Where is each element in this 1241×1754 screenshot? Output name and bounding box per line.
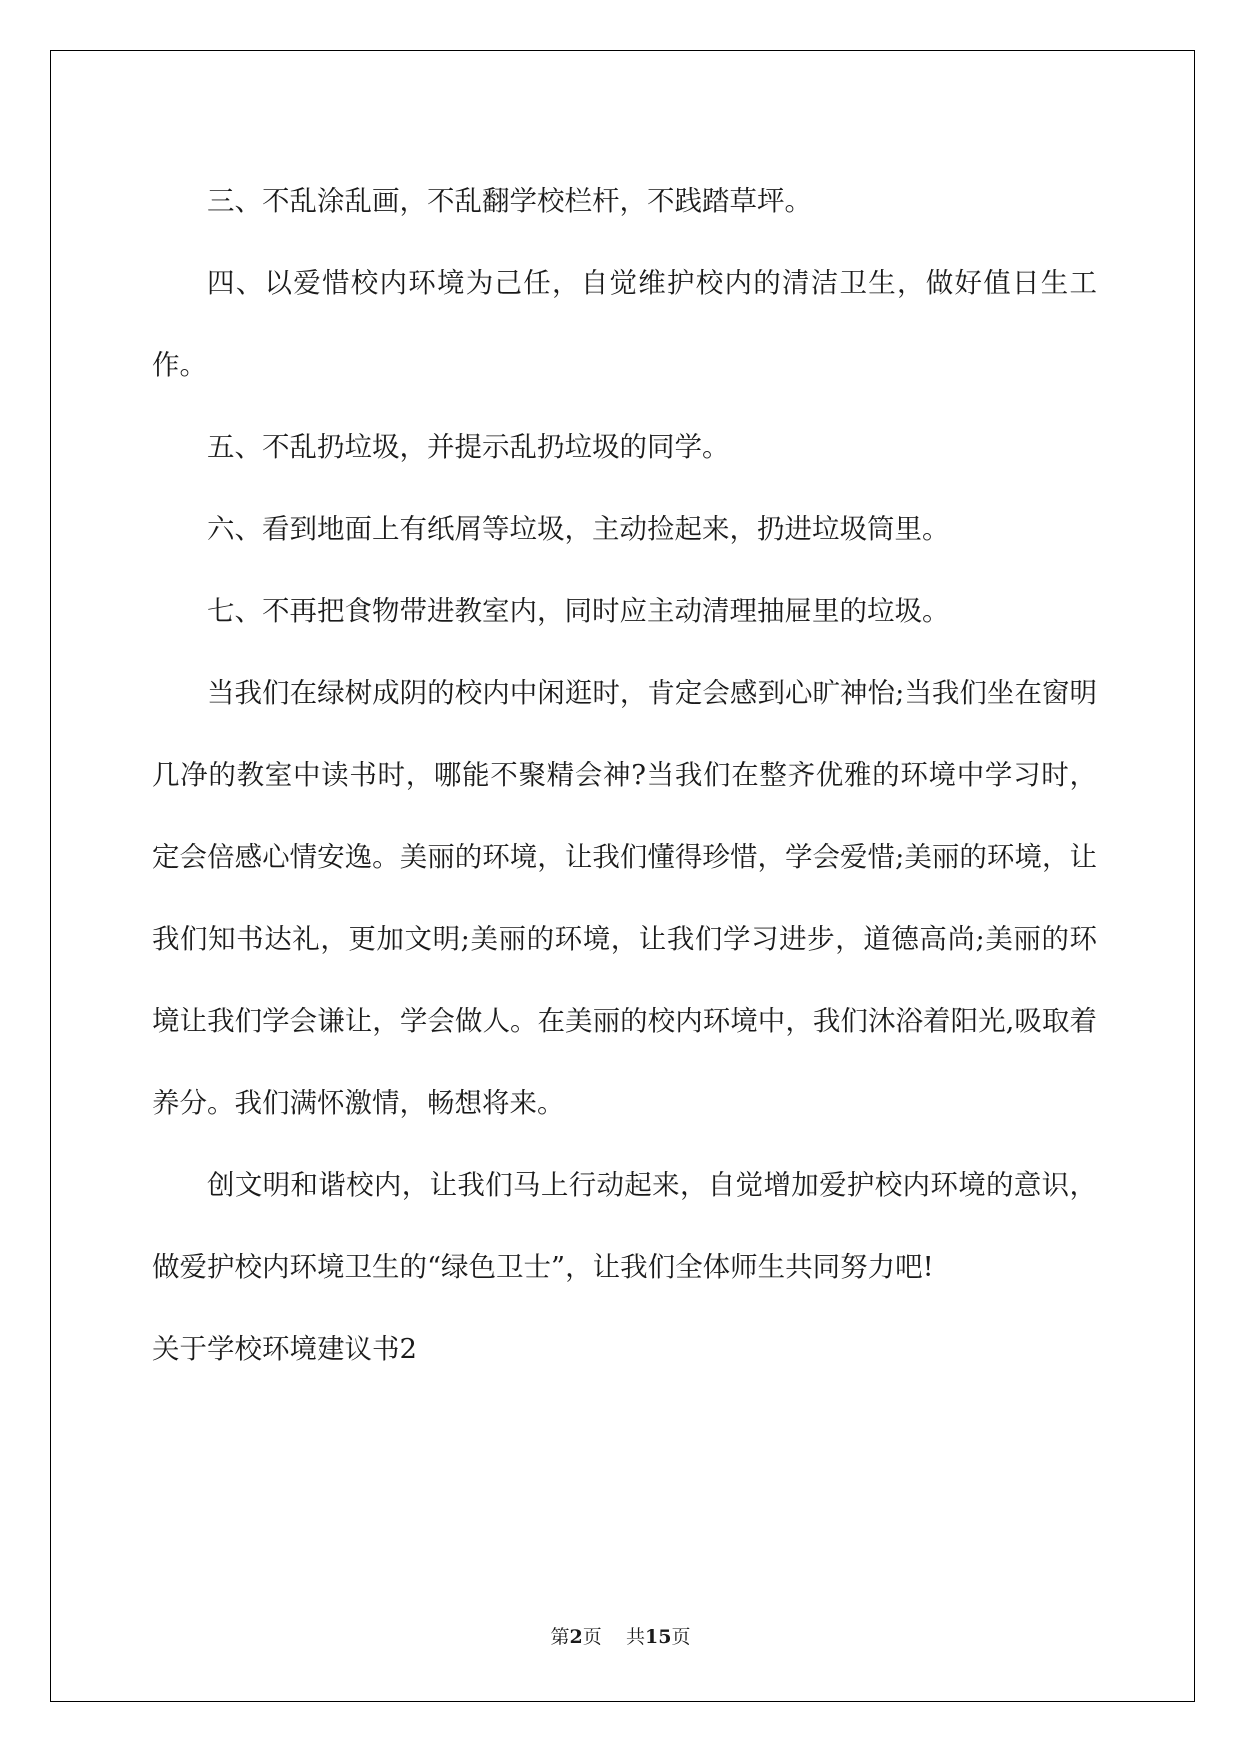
paragraph-rule-7: 七、不再把食物带进教室内，同时应主动清理抽屉里的垃圾。 [207, 595, 950, 627]
footer-total-suffix: 页 [671, 1626, 691, 1648]
paragraph-call-to-action: 创文明和谐校内，让我们马上行动起来，自觉增加爱护校内环境的意识，做爱护校内环境卫生的“绿色卫士”，让我们全体师生共同努力吧! [152, 1169, 1097, 1283]
footer-page-suffix: 页 [582, 1626, 602, 1648]
paragraph-rule-5: 五、不乱扔垃圾，并提示乱扔垃圾的同学。 [207, 431, 730, 463]
paragraph-rule-4: 四、以爱惜校内环境为己任，自觉维护校内的清洁卫生，做好值日生工作。 [152, 267, 1097, 381]
footer-page-number: 2 [569, 1626, 583, 1648]
section-heading: 关于学校环境建议书2 [152, 1333, 417, 1365]
page-footer [0, 1622, 1241, 1649]
paragraph-rule-6: 六、看到地面上有纸屑等垃圾，主动捡起来，扔进垃圾筒里。 [207, 513, 950, 545]
footer-prefix: 第 [550, 1626, 570, 1648]
footer-total-pages: 15 [644, 1626, 672, 1648]
footer-total-prefix: 共 [625, 1626, 645, 1648]
paragraph-environment: 当我们在绿树成阴的校内中闲逛时，肯定会感到心旷神怡;当我们坐在窗明几净的教室中读书时，哪能不聚精会神?当我们在整齐优雅的环境中学习时，定会倍感心情安逸。美丽的环境，让我们懂得珍惜，学会爱惜;美丽的环境，让我们知书达礼，更加文明;美丽的环境，让我们学习进步，道德高尚;美丽的环境让我们学会谦让，学会做人。在美丽的校内环境中，我们沐浴着阳光,吸取着养分。我们满怀激情，畅想将来。 [152, 677, 1097, 1119]
document-body [152, 160, 1097, 1390]
paragraph-rule-3: 三、不乱涂乱画，不乱翻学校栏杆，不践踏草坪。 [207, 185, 812, 217]
